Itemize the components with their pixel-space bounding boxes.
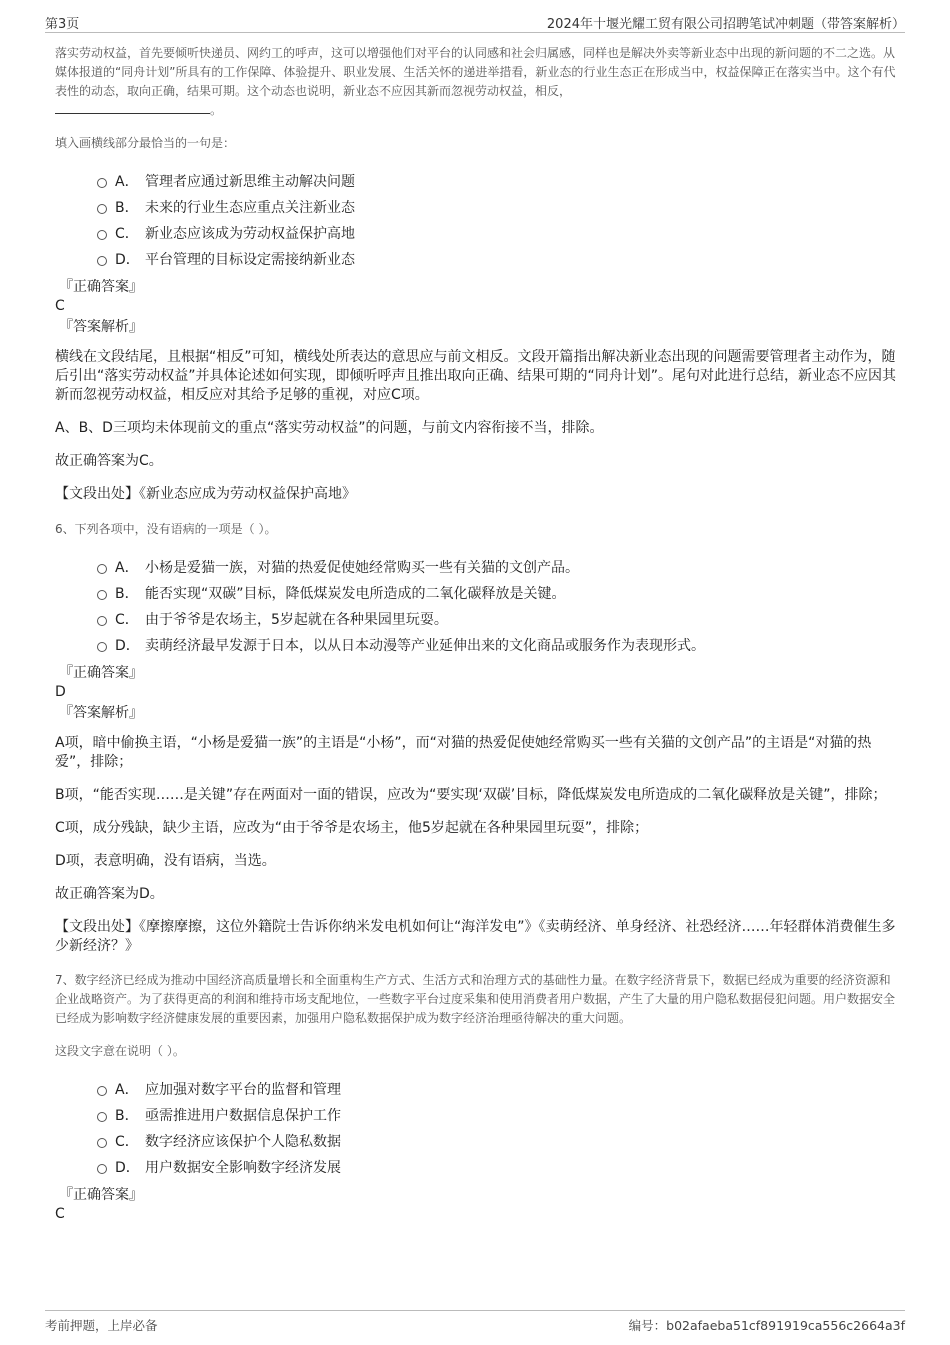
q7-stem: 7、数字经济已经成为推动中国经济高质量增长和全面重构生产方式、生活方式和治理方式的基础性力量。在数字经济背景下，数据已经成为重要的经济资源和企业战略资产。为了获得更高的利润和维持市场支配地位，一些数字平台过度采集和使用消费者用户数据，产生了大量的用户隐私数据侵犯问题。用户数据安全已经成为影响数字经济健康发展的重要因素，加强用户隐私数据保护成为数字经济治理亟待解决的重大问题。 [55, 973, 896, 1025]
q5-prompt: 填入画横线部分最恰当的一句是： [55, 136, 236, 150]
q6-analysis-d: D项，表意明确，没有语病，当选。 [55, 853, 276, 869]
radio-icon[interactable] [97, 1112, 107, 1122]
radio-icon[interactable] [97, 204, 107, 214]
q7-options [97, 1076, 900, 1180]
q7-option-d[interactable]: D． 用户数据安全影响数字经济发展 [97, 1154, 900, 1180]
q6-option-b[interactable]: B． 能否实现“双碳”目标，降低煤炭发电所造成的二氧化碳释放是关键。 [97, 580, 900, 606]
footer-slogan: 考前押题，上岸必备 [45, 1318, 158, 1333]
q6-source: 【文段出处】《摩擦摩擦，这位外籍院士告诉你纳米发电机如何让“海洋发电”》《卖萌经济、单身经济、社恐经济……年轻群体消费催生多少新经济？》 [55, 919, 896, 954]
q5-analysis-3: 故正确答案为C。 [55, 453, 163, 469]
radio-icon[interactable] [97, 1138, 107, 1148]
q5-analysis-2: A、B、D三项均未体现前文的重点“落实劳动权益”的问题，与前文内容衔接不当，排除。 [55, 420, 604, 436]
radio-icon[interactable] [97, 256, 107, 266]
q6-stem: 6、下列各项中，没有语病的一项是（ ）。 [55, 522, 277, 536]
q5-option-d[interactable]: D． 平台管理的目标设定需接纳新业态 [97, 246, 900, 272]
q5-passage: 落实劳动权益，首先要倾听快递员、网约工的呼声，这可以增强他们对平台的认同感和社会归属感，同样也是解决外卖等新业态中出现的新问题的不二之选。从媒体报道的“同舟计划”所具有的工作保障、体验提升、职业发展、生活关怀的递进举措看，新业态的行业生态正在形成当中，权益保障正在落实当中。这个有代表性的动态，取向正确，结果可期。这个动态也说明，新业态不应因其新而忽视劳动权益，相反， 。 [55, 46, 896, 117]
page-header [45, 10, 905, 33]
q6-answer-label: 『正确答案』 [59, 665, 143, 681]
q7-answer-label: 『正确答案』 [59, 1187, 143, 1203]
radio-icon[interactable] [97, 642, 107, 652]
radio-icon[interactable] [97, 616, 107, 626]
q6-option-c[interactable]: C． 由于爷爷是农场主，5岁起就在各种果园里玩耍。 [97, 606, 900, 632]
fill-blank-line [55, 103, 210, 114]
q6-analysis-conclusion: 故正确答案为D。 [55, 886, 164, 902]
radio-icon[interactable] [97, 178, 107, 188]
q7-option-a[interactable]: A． 应加强对数字平台的监督和管理 [97, 1076, 900, 1102]
q6-analysis-b: B项，“能否实现……是关键”存在两面对一面的错误，应改为“要实现‘双碳’目标，降低煤炭发电所造成的二氧化碳释放是关键”，排除； [55, 787, 887, 803]
q6-option-d[interactable]: D． 卖萌经济最早发源于日本，以从日本动漫等产业延伸出来的文化商品或服务作为表现形式。 [97, 632, 900, 658]
q5-options [97, 168, 900, 272]
q6-analysis-c: C项，成分残缺，缺少主语，应改为“由于爷爷是农场主，他5岁起就在各种果园里玩耍”，排除； [55, 820, 649, 836]
q7-prompt: 这段文字意在说明（ ）。 [55, 1044, 185, 1058]
q7-option-b[interactable]: B． 亟需推进用户数据信息保护工作 [97, 1102, 900, 1128]
q5-option-a[interactable]: A． 管理者应通过新思维主动解决问题 [97, 168, 900, 194]
q7-option-c[interactable]: C． 数字经济应该保护个人隐私数据 [97, 1128, 900, 1154]
q5-answer-label: 『正确答案』 [59, 279, 143, 295]
page-footer [45, 1310, 905, 1335]
q6-option-a[interactable]: A． 小杨是爱猫一族，对猫的热爱促使她经常购买一些有关猫的文创产品。 [97, 554, 900, 580]
q5-source: 【文段出处】《新业态应成为劳动权益保护高地》 [55, 486, 356, 502]
q5-analysis-label: 『答案解析』 [59, 319, 143, 335]
q5-analysis-1: 横线在文段结尾，且根据“相反”可知，横线处所表达的意思应与前文相反。文段开篇指出解决新业态出现的问题需要管理者主动作为，随后引出“落实劳动权益”并具体论述如何实现，即倾听呼声且推出取向正确、结果可期的“同舟计划”。尾句对此进行总结，新业态不应因其新而忽视劳动权益，相反应对其给予足够的重视，对应C项。 [55, 349, 897, 403]
q5-option-b[interactable]: B． 未来的行业生态应重点关注新业态 [97, 194, 900, 220]
radio-icon[interactable] [97, 1086, 107, 1096]
page-content [55, 44, 900, 1224]
q6-options [97, 554, 900, 658]
q5-option-c[interactable]: C． 新业态应该成为劳动权益保护高地 [97, 220, 900, 246]
document-id: 编号：b02afaeba51cf891919ca556c2664a3f [628, 1318, 905, 1333]
radio-icon[interactable] [97, 590, 107, 600]
radio-icon[interactable] [97, 230, 107, 240]
q6-analysis-a: A项，暗中偷换主语，“小杨是爱猫一族”的主语是“小杨”，而“对猫的热爱促使她经常购买一些有关猫的文创产品”的主语是“对猫的热爱”，排除； [55, 735, 872, 770]
page-number: 第3页 [45, 17, 80, 32]
q6-answer: D [55, 684, 66, 700]
document-title: 2024年十堰光耀工贸有限公司招聘笔试冲刺题（带答案解析） [546, 17, 905, 32]
radio-icon[interactable] [97, 564, 107, 574]
q7-answer: C [55, 1206, 65, 1222]
radio-icon[interactable] [97, 1164, 107, 1174]
q5-answer: C [55, 298, 65, 314]
q6-analysis-label: 『答案解析』 [59, 705, 143, 721]
